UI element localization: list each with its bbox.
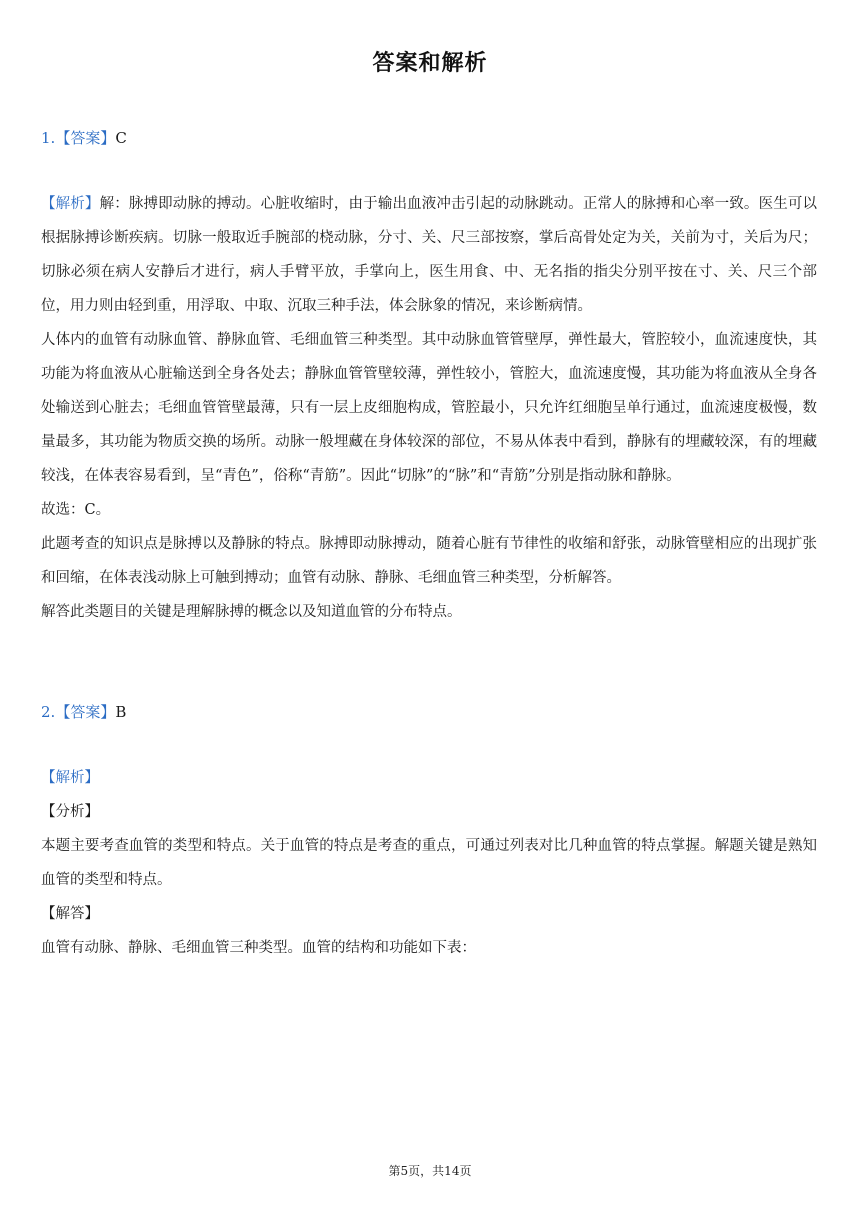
q2-analysis bbox=[41, 761, 817, 965]
q1-answer-line bbox=[41, 128, 127, 148]
q1-paragraph: 此题考查的知识点是脉搏以及静脉的特点。脉搏即动脉搏动，随着心脏有节律性的收缩和舒张，动脉管壁相应的出现扩张和回缩，在体表浅动脉上可触到搏动；血管有动脉、静脉、毛细血管三种类型，分析解答。 bbox=[41, 536, 817, 586]
q2-answer-line bbox=[41, 702, 126, 722]
q1-analysis-tag: 【解析】 bbox=[41, 196, 100, 212]
q2-answer-tag: 【答案】 bbox=[55, 703, 116, 721]
q1-paragraph: 人体内的血管有动脉血管、静脉血管、毛细血管三种类型。其中动脉血管管壁厚，弹性最大，管腔较小，血流速度快，其功能为将血液从心脏输送到全身各处去；静脉血管管壁较薄，弹性较小，管腔大，血流速度慢，其功能为将血液从全身各处输送到心脏去；毛细血管管壁最薄，只有一层上皮细胞构成，管腔最小，只允许红细胞呈单行通过，血流速度极慢，数量最多，其功能为物质交换的场所。动脉一般埋藏在身体较深的部位，不易从体表中看到，静脉有的埋藏较深，有的埋藏较浅，在体表容易看到，呈“青色”，俗称“青筋”。因此“切脉”的“脉”和“青筋”分别是指动脉和静脉。 bbox=[41, 332, 817, 484]
q2-number: 2. bbox=[41, 703, 56, 721]
q1-paragraph: 解答此类题目的关键是理解脉搏的概念以及知道血管的分布特点。 bbox=[41, 604, 462, 620]
q2-jieda-tag: 【解答】 bbox=[41, 906, 99, 922]
q2-answer: B bbox=[115, 703, 127, 721]
q1-paragraph: 故选：C。 bbox=[41, 502, 111, 518]
q1-paragraph: 【解析】解：脉搏即动脉的搏动。心脏收缩时，由于输出血液冲击引起的动脉跳动。正常人的脉搏和心率一致。医生可以根据脉搏诊断疾病。切脉一般取近手腕部的桡动脉，分寸、关、尺三部按察，掌后高骨处定为关，关前为寸，关后为尺；切脉必须在病人安静后才进行，病人手臂平放，手掌向上，医生用食、中、无名指的指尖分别平按在寸、关、尺三个部位，用力则由轻到重，用浮取、中取、沉取三种手法，体会脉象的情况，来诊断病情。 bbox=[41, 196, 817, 314]
q1-analysis bbox=[41, 187, 817, 629]
q2-fenxi: 本题主要考查血管的类型和特点。关于血管的特点是考查的重点，可通过列表对比几种血管的特点掌握。解题关键是熟知血管的类型和特点。 bbox=[41, 838, 817, 888]
page-title: 答案和解析 bbox=[372, 51, 488, 76]
q2-analysis-tag: 【解析】 bbox=[41, 770, 99, 786]
q1-number: 1. bbox=[41, 129, 56, 147]
page-footer: 第5页，共14页 bbox=[388, 1164, 472, 1178]
q1-answer-tag: 【答案】 bbox=[55, 129, 116, 147]
q1-answer: C bbox=[115, 129, 127, 147]
q2-fenxi-tag: 【分析】 bbox=[41, 804, 99, 820]
q2-jieda: 血管有动脉、静脉、毛细血管三种类型。血管的结构和功能如下表： bbox=[41, 940, 476, 956]
